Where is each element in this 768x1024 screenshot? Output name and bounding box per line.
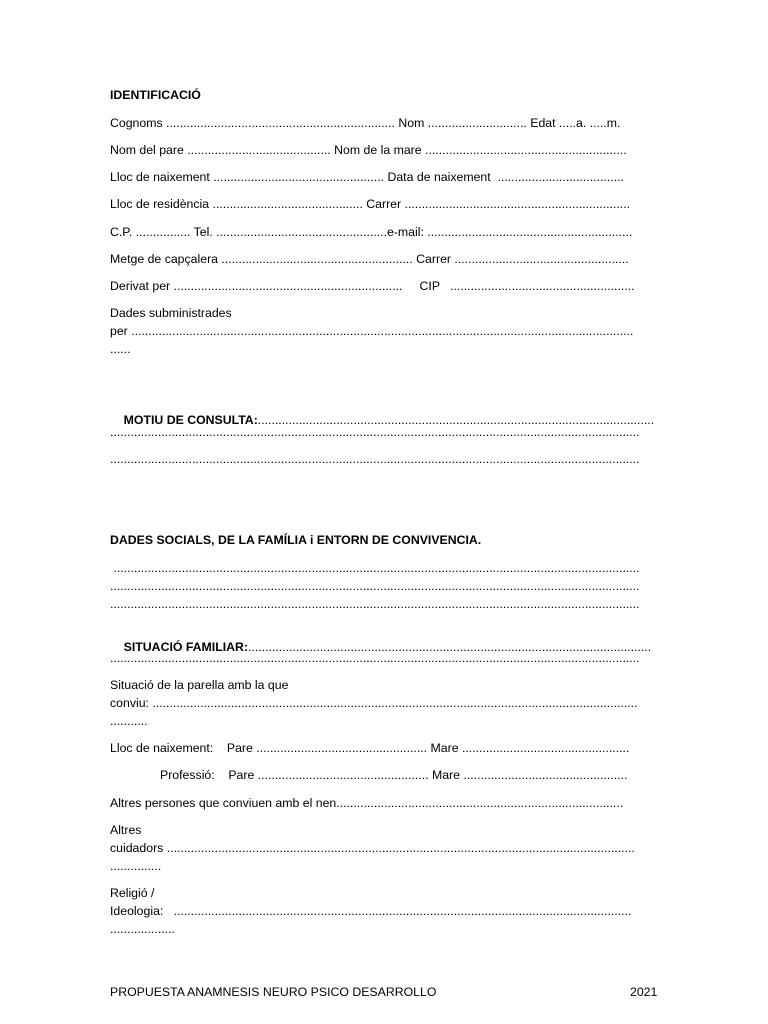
motiu-dots: .................................................................................................................... [257, 413, 655, 427]
footer-year: 2021 [630, 985, 658, 999]
field-professio-pares: Professió: Pare .................................................. Mare ................................................ [160, 768, 628, 782]
section-heading-identificacio: IDENTIFICACIÓ [110, 88, 201, 102]
dades-socials-line-2: ........................................................................................................................................................... [110, 579, 640, 593]
field-residencia-carrer: Lloc de residència ............................................ Carrer .................................................................. [110, 197, 631, 211]
section-heading-dades-socials: DADES SOCIALS, DE LA FAMÍLIA i ENTORN DE CONVIVENCIA. [110, 533, 482, 547]
field-dades-subministrades-cont: ...... [110, 342, 131, 356]
field-cp-tel-email: C.P. ................ Tel. ..................................................e-mail: ............................................................ [110, 225, 633, 239]
field-situacio-parella: conviu: .............................................................................................................................................. [110, 696, 638, 710]
field-altres-cuidadors-cont: ............... [110, 859, 162, 873]
motiu-line-3: ........................................................................................................................................................... [110, 452, 640, 466]
field-situacio-parella-label: Situació de la parella amb la que [110, 678, 289, 692]
dades-socials-line-1: .......................................................................................................................................................... [110, 561, 640, 575]
field-altres-cuidadors: cuidadors ......................................................................................................................................... [110, 841, 635, 855]
field-altres-persones: Altres persones que conviuen amb el nen.................................................................................... [110, 796, 624, 810]
field-metge-carrer: Metge de capçalera ........................................................ Carrer ................................................... [110, 252, 629, 266]
field-dades-subministrades: per ................................................................................................................................................... [110, 324, 634, 338]
field-dades-subministrades-label: Dades subministrades [110, 306, 232, 320]
situacio-familiar-label: SITUACIÓ FAMILIAR: [123, 640, 248, 654]
situacio-familiar-dots: ...................................................................................................................... [248, 640, 652, 654]
field-lloc-data-naixement: Lloc de naixement .................................................. Data de naixement ..................................... [110, 170, 624, 184]
field-derivat-cip: Derivat per ................................................................... CIP ...................................................... [110, 279, 635, 293]
dades-socials-line-3: ........................................................................................................................................................... [110, 597, 640, 611]
field-religio-label: Religió / [110, 886, 155, 900]
motiu-line-2: ........................................................................................................................................................... [110, 425, 640, 439]
field-religio-ideologia: Ideologia: ...................................................................................................................................... [110, 904, 632, 918]
field-religio-cont: ................... [110, 922, 175, 936]
field-lloc-naixement-pares: Lloc de naixement: Pare .................................................. Mare ................................................. [110, 741, 630, 755]
field-nom-pare-mare: Nom del pare .......................................... Nom de la mare ........................................................... [110, 143, 627, 157]
footer-title: PROPUESTA ANAMNESIS NEURO PSICO DESARROLLO [110, 985, 437, 999]
field-cognoms-nom-edat: Cognoms ................................................................... Nom ............................. Edat .....a. .....m. [110, 116, 621, 130]
situacio-familiar-line-2: ........................................................................................................................................................... [110, 651, 640, 665]
field-altres-cuidadors-label: Altres [110, 823, 142, 837]
motiu-label: MOTIU DE CONSULTA: [123, 413, 258, 427]
field-situacio-parella-cont: ........... [110, 714, 148, 728]
